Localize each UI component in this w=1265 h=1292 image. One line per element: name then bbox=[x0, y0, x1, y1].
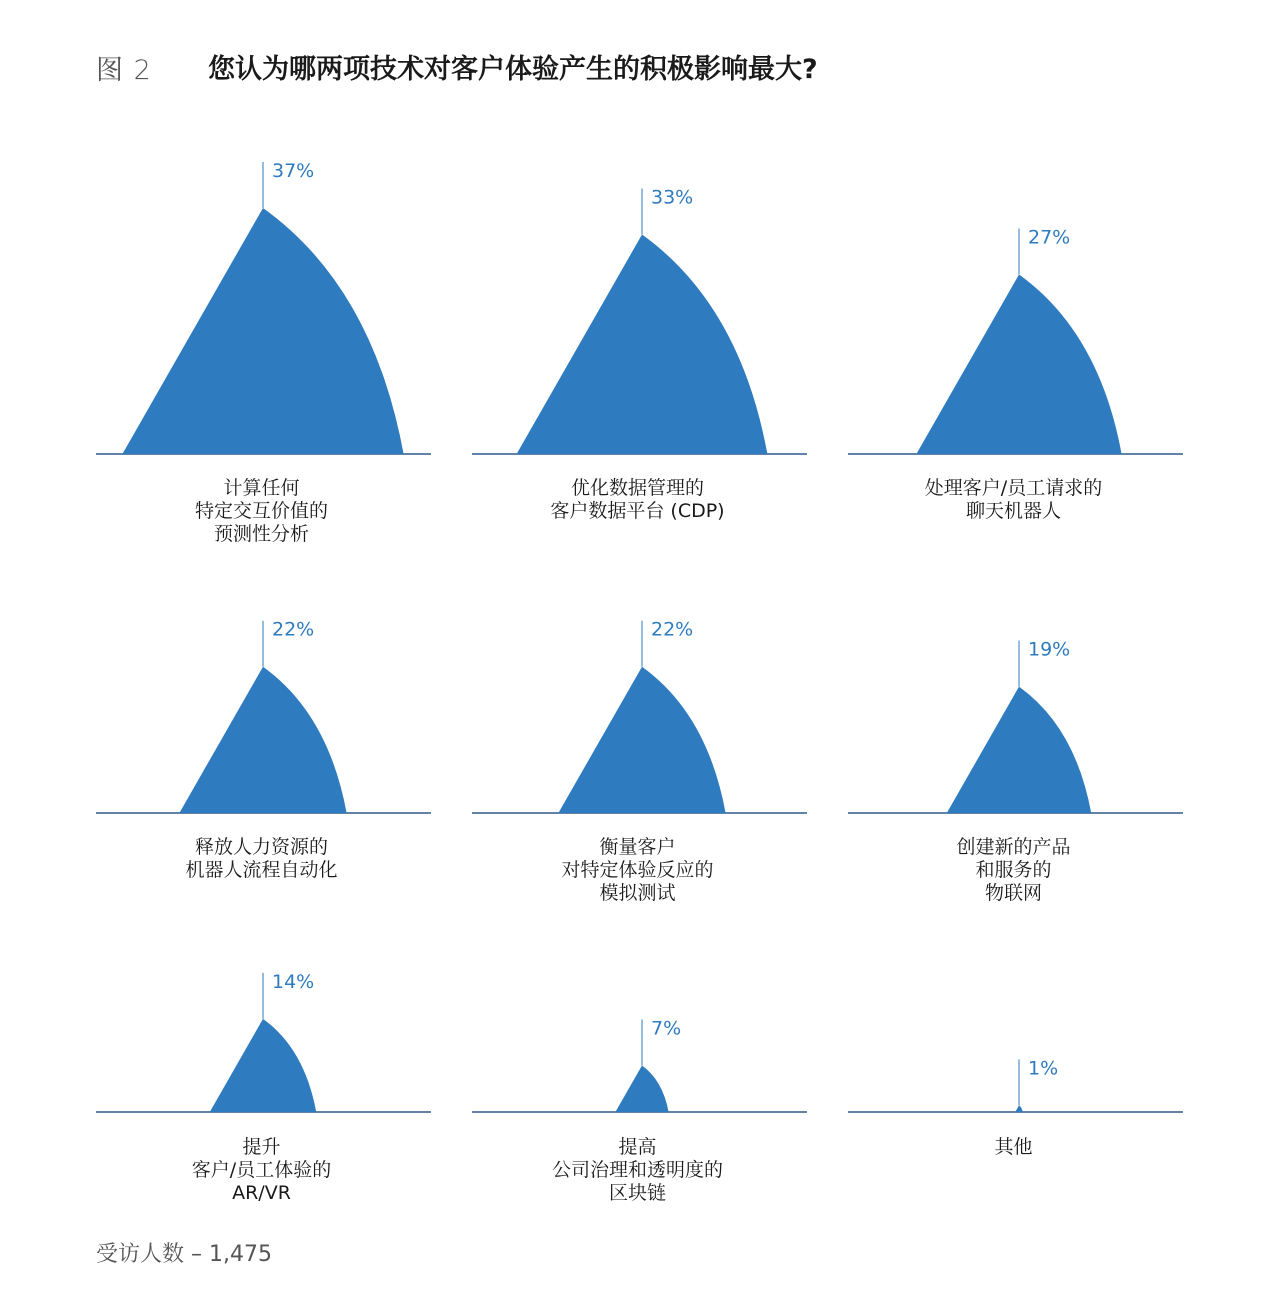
peak-shape bbox=[179, 667, 346, 813]
category-label-line: 优化数据管理的 bbox=[570, 477, 705, 499]
category-label-line: 提高 bbox=[618, 1136, 657, 1158]
peak-value-label: 22% bbox=[272, 618, 315, 641]
category-label-line: 提升 bbox=[242, 1136, 281, 1158]
peak-group bbox=[848, 1057, 1183, 1158]
peak-group bbox=[848, 639, 1183, 904]
peak-shape bbox=[122, 208, 403, 454]
peak-shape bbox=[558, 667, 725, 813]
peak-shape bbox=[1015, 1105, 1023, 1112]
peak-group bbox=[472, 187, 807, 522]
peak-group bbox=[96, 971, 431, 1204]
peak-shape bbox=[916, 274, 1121, 454]
peak-value-label: 22% bbox=[651, 618, 694, 641]
category-label-line: 模拟测试 bbox=[599, 882, 676, 904]
peak-value-label: 27% bbox=[1028, 226, 1071, 249]
category-label-line: 其他 bbox=[994, 1136, 1033, 1158]
category-label-line: 公司治理和透明度的 bbox=[551, 1159, 724, 1181]
category-label-line: 创建新的产品 bbox=[956, 836, 1071, 858]
category-label-line: 对特定体验反应的 bbox=[561, 859, 714, 881]
peak-value-label: 7% bbox=[651, 1017, 682, 1040]
category-label-line: 预测性分析 bbox=[213, 523, 310, 545]
peak-shape bbox=[615, 1065, 668, 1112]
category-label-line: 客户数据平台 (CDP) bbox=[550, 500, 725, 522]
category-label-line: 处理客户/员工请求的 bbox=[924, 477, 1103, 499]
figure-title: 您认为哪两项技术对客户体验产生的积极影响最大? bbox=[208, 54, 818, 85]
peak-group bbox=[848, 226, 1183, 522]
category-label-line: AR/VR bbox=[232, 1182, 291, 1204]
peak-group bbox=[96, 619, 431, 881]
category-label-line: 计算任何 bbox=[223, 477, 300, 499]
peak-group bbox=[96, 160, 431, 545]
respondents-count: 受访人数 – 1,475 bbox=[96, 1242, 272, 1267]
category-label-line: 释放人力资源的 bbox=[194, 836, 329, 858]
category-label-line: 特定交互价值的 bbox=[194, 500, 329, 522]
peak-group bbox=[472, 1017, 807, 1204]
peak-group bbox=[472, 619, 807, 904]
peak-value-label: 14% bbox=[272, 970, 315, 993]
category-label-line: 衡量客户 bbox=[599, 836, 676, 858]
category-label-line: 物联网 bbox=[984, 882, 1043, 904]
peak-shape bbox=[517, 235, 768, 454]
peak-value-label: 33% bbox=[651, 186, 694, 209]
peak-value-label: 19% bbox=[1028, 638, 1071, 661]
peak-value-label: 1% bbox=[1028, 1057, 1059, 1080]
peak-shape bbox=[210, 1019, 316, 1112]
category-label-line: 客户/员工体验的 bbox=[191, 1159, 332, 1181]
peak-value-label: 37% bbox=[272, 159, 315, 182]
category-label-line: 机器人流程自动化 bbox=[185, 859, 338, 881]
figure-label: 图 2 bbox=[96, 55, 152, 86]
category-label-line: 区块链 bbox=[608, 1182, 667, 1204]
category-label-line: 聊天机器人 bbox=[965, 500, 1062, 522]
peak-shape bbox=[947, 687, 1091, 813]
category-label-line: 和服务的 bbox=[975, 859, 1052, 881]
